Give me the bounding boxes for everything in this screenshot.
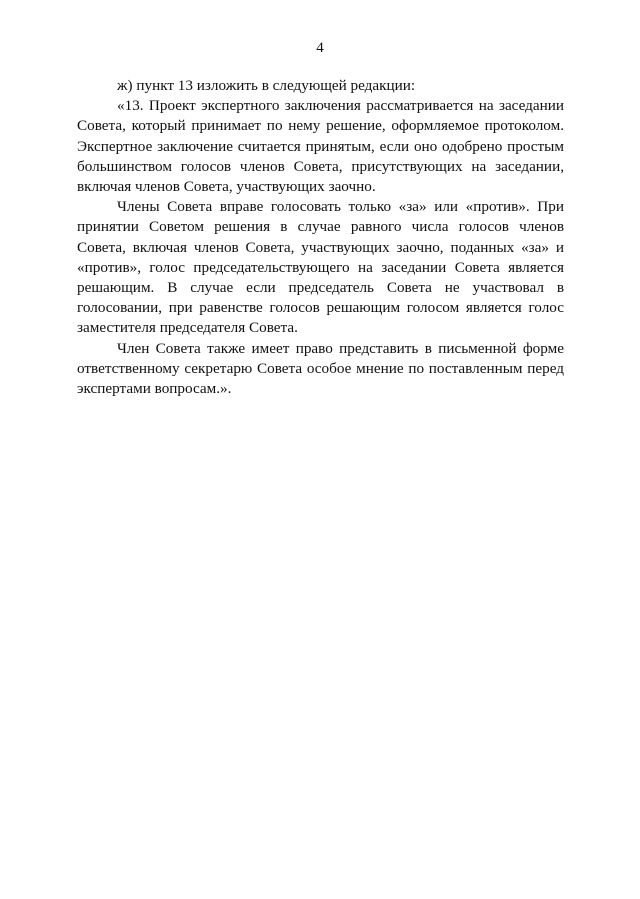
document-body xyxy=(77,76,564,399)
page-number: 4 xyxy=(316,40,324,56)
paragraph-dissenting-opinion: Член Совета также имеет право представить в письменной форме ответственному секретарю Совета особое мнение по поставленным перед экспертами вопросам.». xyxy=(77,339,564,398)
paragraph-item-zh: ж) пункт 13 изложить в следующей редакции: xyxy=(117,77,416,94)
paragraph-voting-rules: Члены Совета вправе голосовать только «за» или «против». При принятии Советом решения в случае равного числа голосов членов Совета, включая членов Совета, участвующих заочно, поданных «за» и «против», голос председательствующего на заседании Совета является решающим. В случае если председатель Совета не участвовал в голосовании, при равенстве голосов решающим голосом является голос заместителя председателя Совета. xyxy=(77,198,564,337)
paragraph-quote-13: «13. Проект экспертного заключения рассматривается на заседании Совета, который принимает по нему решение, оформляемое протоколом. Экспертное заключение считается принятым, если оно одобрено простым большинством голосов членов Совета, присутствующих на заседании, включая членов Совета, участвующих заочно. xyxy=(77,97,564,196)
